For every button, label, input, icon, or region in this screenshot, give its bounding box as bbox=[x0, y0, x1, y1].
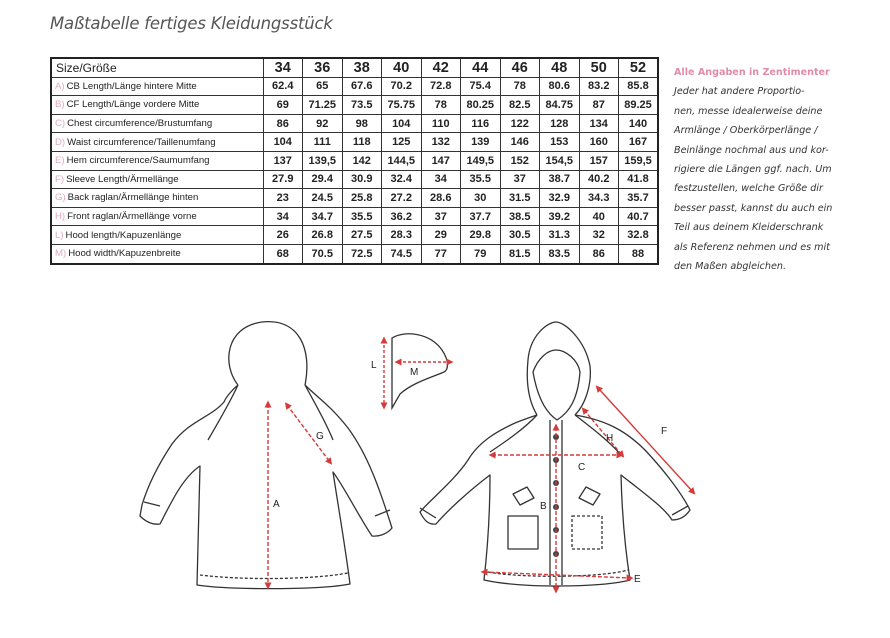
table-cell: 153 bbox=[540, 133, 580, 152]
hood-outline bbox=[392, 334, 448, 408]
table-cell: 29.4 bbox=[303, 170, 343, 189]
size-col-header: 36 bbox=[303, 58, 343, 77]
measurement-name: Front raglan/Ärmellänge vorne bbox=[67, 211, 197, 223]
size-col-header: 48 bbox=[540, 58, 580, 77]
table-cell: 149,5 bbox=[461, 151, 501, 170]
measurement-letter: L) bbox=[55, 229, 64, 241]
table-cell: 157 bbox=[579, 151, 619, 170]
table-cell: 89.25 bbox=[619, 96, 659, 115]
table-cell: 41.8 bbox=[619, 170, 659, 189]
measurement-letter: E) bbox=[55, 155, 65, 167]
table-cell: 152 bbox=[500, 151, 540, 170]
table-cell: 32.9 bbox=[540, 189, 580, 208]
table-cell: 67.6 bbox=[342, 77, 382, 96]
measurement-name: Waist circumference/Taillenumfang bbox=[67, 136, 216, 148]
table-cell: 25.8 bbox=[342, 189, 382, 208]
table-cell: 139,5 bbox=[303, 151, 343, 170]
table-cell: 85.8 bbox=[619, 77, 659, 96]
table-cell: 37.7 bbox=[461, 207, 501, 226]
size-col-header: 42 bbox=[421, 58, 461, 77]
measurement-letter: C) bbox=[55, 118, 66, 130]
measure-a-label: A bbox=[273, 499, 280, 510]
front-hood-opening bbox=[533, 350, 580, 420]
size-col-header: 50 bbox=[579, 58, 619, 77]
note-line: besser passt, kannst du auch ein bbox=[674, 202, 833, 214]
measurement-name: CB Length/Länge hintere Mitte bbox=[66, 80, 197, 92]
measurement-name: Hood length/Kapuzenlänge bbox=[65, 229, 182, 241]
measurement-letter: D) bbox=[55, 136, 66, 148]
table-cell: 38.5 bbox=[500, 207, 540, 226]
table-cell: 62.4 bbox=[263, 77, 303, 96]
table-cell: 74.5 bbox=[382, 244, 422, 263]
measurement-letter: M) bbox=[55, 248, 67, 260]
table-cell: 154,5 bbox=[540, 151, 580, 170]
front-flap-right bbox=[579, 487, 600, 505]
table-cell: 28.3 bbox=[382, 226, 422, 245]
table-cell: 27.9 bbox=[263, 170, 303, 189]
table-cell: 159,5 bbox=[619, 151, 659, 170]
table-cell: 37 bbox=[500, 170, 540, 189]
table-cell: 32.8 bbox=[619, 226, 659, 245]
table-cell: 65 bbox=[303, 77, 343, 96]
measurement-letter: G) bbox=[55, 192, 66, 204]
measurement-letter: B) bbox=[55, 99, 65, 111]
note-line: Jeder hat andere Proportio- bbox=[674, 86, 805, 98]
table-cell: 104 bbox=[263, 133, 303, 152]
table-cell: 72.8 bbox=[421, 77, 461, 96]
table-cell: 26.8 bbox=[303, 226, 343, 245]
table-cell: 24.5 bbox=[303, 189, 343, 208]
size-col-header: 44 bbox=[461, 58, 501, 77]
table-cell: 27.5 bbox=[342, 226, 382, 245]
table-cell: 70.5 bbox=[303, 244, 343, 263]
table-cell: 83.2 bbox=[579, 77, 619, 96]
table-cell: 31.3 bbox=[540, 226, 580, 245]
front-flap-left bbox=[513, 487, 534, 505]
table-cell: 142 bbox=[342, 151, 382, 170]
table-cell: 39.2 bbox=[540, 207, 580, 226]
table-cell: 69 bbox=[263, 96, 303, 115]
note-line: Beinlänge nochmal aus und kor- bbox=[674, 144, 829, 156]
size-col-header: 40 bbox=[382, 58, 422, 77]
front-hood-outline bbox=[528, 322, 590, 415]
measurement-letter: A) bbox=[55, 80, 65, 92]
measure-b-label: B bbox=[540, 501, 547, 512]
size-col-header: 52 bbox=[619, 58, 659, 77]
table-cell: 38.7 bbox=[540, 170, 580, 189]
table-cell: 147 bbox=[421, 151, 461, 170]
table-cell: 30 bbox=[461, 189, 501, 208]
table-cell: 30.9 bbox=[342, 170, 382, 189]
note-line: Armlänge / Oberkörperlänge / bbox=[674, 125, 818, 137]
table-cell: 35.5 bbox=[461, 170, 501, 189]
table-cell: 134 bbox=[579, 114, 619, 133]
table-cell: 34 bbox=[263, 207, 303, 226]
table-cell: 29 bbox=[421, 226, 461, 245]
table-cell: 80.6 bbox=[540, 77, 580, 96]
table-cell: 72.5 bbox=[342, 244, 382, 263]
table-cell: 34.7 bbox=[303, 207, 343, 226]
back-hood-outline bbox=[229, 322, 307, 385]
front-view-jacket bbox=[420, 322, 690, 586]
measurement-name: Hem circumference/Saumumfang bbox=[66, 155, 210, 167]
table-cell: 36.2 bbox=[382, 207, 422, 226]
table-cell: 35.5 bbox=[342, 207, 382, 226]
table-cell: 83.5 bbox=[540, 244, 580, 263]
table-cell: 84.75 bbox=[540, 96, 580, 115]
table-cell: 68 bbox=[263, 244, 303, 263]
table-cell: 87 bbox=[579, 96, 619, 115]
table-cell: 34.3 bbox=[579, 189, 619, 208]
note-line: als Referenz nehmen und es mit bbox=[674, 241, 830, 253]
table-cell: 78 bbox=[421, 96, 461, 115]
measurement-name: CF Length/Länge vordere Mitte bbox=[66, 99, 200, 111]
table-cell: 73.5 bbox=[342, 96, 382, 115]
table-cell: 118 bbox=[342, 133, 382, 152]
table-cell: 29.8 bbox=[461, 226, 501, 245]
table-cell: 75.75 bbox=[382, 96, 422, 115]
size-col-header: 46 bbox=[500, 58, 540, 77]
measurement-name: Sleeve Length/Ärmellänge bbox=[66, 173, 179, 185]
hood-detail bbox=[392, 334, 448, 408]
size-col-header: 38 bbox=[342, 58, 382, 77]
table-cell: 137 bbox=[263, 151, 303, 170]
table-cell: 132 bbox=[421, 133, 461, 152]
table-cell: 125 bbox=[382, 133, 422, 152]
measurement-letter: F) bbox=[55, 173, 65, 185]
front-pocket-left bbox=[508, 516, 538, 549]
table-cell: 75.4 bbox=[461, 77, 501, 96]
table-cell: 34 bbox=[421, 170, 461, 189]
measure-e-line bbox=[484, 572, 630, 578]
table-cell: 31.5 bbox=[500, 189, 540, 208]
table-cell: 32 bbox=[579, 226, 619, 245]
table-cell: 70.2 bbox=[382, 77, 422, 96]
table-cell: 27.2 bbox=[382, 189, 422, 208]
table-cell: 79 bbox=[461, 244, 501, 263]
measure-f-label: F bbox=[661, 426, 668, 437]
table-cell: 167 bbox=[619, 133, 659, 152]
measure-e-label: E bbox=[634, 574, 641, 585]
table-cell: 40.2 bbox=[579, 170, 619, 189]
table-cell: 146 bbox=[500, 133, 540, 152]
front-hood-left-side bbox=[527, 360, 537, 415]
measurement-name: Hood width/Kapuzenbreite bbox=[68, 248, 181, 260]
table-cell: 122 bbox=[500, 114, 540, 133]
back-body-outline bbox=[140, 385, 392, 589]
table-cell: 32.4 bbox=[382, 170, 422, 189]
note-line: den Maßen abgleichen. bbox=[674, 261, 787, 273]
table-cell: 40 bbox=[579, 207, 619, 226]
measurement-name: Chest circumference/Brustumfang bbox=[67, 118, 213, 130]
table-cell: 77 bbox=[421, 244, 461, 263]
front-cuff-right bbox=[672, 506, 688, 515]
back-cuff-left bbox=[144, 502, 160, 506]
measurement-name: Back raglan/Ärmellänge hinten bbox=[67, 192, 199, 204]
table-cell: 110 bbox=[421, 114, 461, 133]
front-raglan-left bbox=[490, 415, 537, 452]
note-line: Teil aus deinem Kleiderschrank bbox=[674, 222, 824, 234]
measure-h-line bbox=[584, 410, 622, 455]
table-cell: 88 bbox=[619, 244, 659, 263]
table-cell: 30.5 bbox=[500, 226, 540, 245]
measure-g-label: G bbox=[316, 431, 324, 442]
front-body-outline bbox=[420, 415, 690, 586]
note-line: nen, messe idealerweise deine bbox=[674, 105, 823, 117]
table-cell: 139 bbox=[461, 133, 501, 152]
size-header-label: Size/Größe bbox=[51, 58, 263, 77]
table-cell: 81.5 bbox=[500, 244, 540, 263]
back-view-jacket bbox=[140, 322, 392, 589]
table-cell: 160 bbox=[579, 133, 619, 152]
table-cell: 140 bbox=[619, 114, 659, 133]
table-cell: 82.5 bbox=[500, 96, 540, 115]
table-cell: 37 bbox=[421, 207, 461, 226]
table-cell: 104 bbox=[382, 114, 422, 133]
table-cell: 111 bbox=[303, 133, 343, 152]
measure-m-label: M bbox=[410, 367, 419, 378]
table-cell: 86 bbox=[579, 244, 619, 263]
table-cell: 71.25 bbox=[303, 96, 343, 115]
table-cell: 116 bbox=[461, 114, 501, 133]
table-cell: 80.25 bbox=[461, 96, 501, 115]
table-cell: 28.6 bbox=[421, 189, 461, 208]
table-cell: 98 bbox=[342, 114, 382, 133]
table-cell: 40.7 bbox=[619, 207, 659, 226]
size-col-header: 34 bbox=[263, 58, 303, 77]
measure-c-label: C bbox=[578, 462, 586, 473]
table-cell: 23 bbox=[263, 189, 303, 208]
measure-h-label: H bbox=[606, 433, 614, 444]
note-line: festzustellen, welche Größe dir bbox=[674, 183, 823, 195]
table-cell: 26 bbox=[263, 226, 303, 245]
measure-l-label: L bbox=[371, 360, 377, 371]
unit-headline: Alle Angaben in Zentimenter bbox=[674, 67, 830, 78]
table-cell: 128 bbox=[540, 114, 580, 133]
front-pocket-right bbox=[572, 516, 602, 549]
page-title: Maßtabelle fertiges Kleidungsstück bbox=[50, 14, 333, 33]
table-cell: 35.7 bbox=[619, 189, 659, 208]
note-line: rigiere die Längen ggf. nach. Um bbox=[674, 164, 832, 176]
measurement-letter: H) bbox=[55, 211, 66, 223]
table-cell: 144,5 bbox=[382, 151, 422, 170]
back-hem-stitch bbox=[200, 573, 348, 579]
table-cell: 92 bbox=[303, 114, 343, 133]
table-cell: 78 bbox=[500, 77, 540, 96]
table-cell: 86 bbox=[263, 114, 303, 133]
